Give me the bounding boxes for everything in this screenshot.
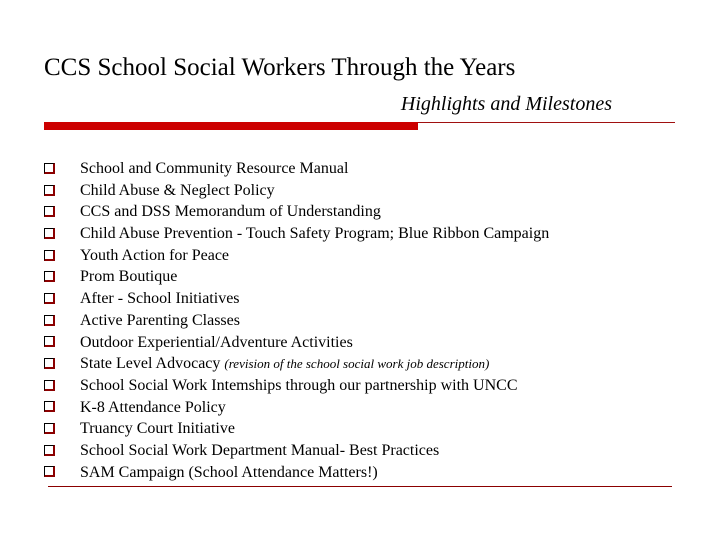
- checkbox-bullet-icon: [44, 163, 55, 174]
- checkbox-bullet-icon: [44, 336, 55, 347]
- list-item-text: SAM Campaign (School Attendance Matters!): [80, 463, 378, 481]
- bottom-divider: [48, 486, 672, 487]
- slide-subtitle: Highlights and Milestones: [400, 93, 612, 115]
- checkbox-bullet-icon: [44, 358, 55, 369]
- list-item-text: School Social Work Intemships through our partnership with UNCC: [80, 376, 518, 394]
- list-item-text: State Level Advocacy: [80, 355, 225, 373]
- checkbox-bullet-icon: [44, 206, 55, 217]
- title-underline-thin: [418, 122, 675, 123]
- list-item: [44, 288, 549, 310]
- list-item: [44, 158, 549, 180]
- list-item-text: K-8 Attendance Policy: [80, 398, 226, 416]
- list-item: [44, 223, 549, 245]
- title-underline-thick: [44, 122, 418, 130]
- checkbox-bullet-icon: [44, 315, 55, 326]
- list-item-note: (revision of the school social work job description): [224, 356, 490, 372]
- checkbox-bullet-icon: [44, 293, 55, 304]
- list-item-text: CCS and DSS Memorandum of Understanding: [80, 203, 381, 221]
- list-item: [44, 266, 549, 288]
- list-item-text: Truancy Court Initiative: [80, 420, 235, 438]
- list-item-text: Prom Boutique: [80, 268, 178, 286]
- list-item: [44, 397, 549, 419]
- checkbox-bullet-icon: [44, 271, 55, 282]
- checkbox-bullet-icon: [44, 250, 55, 261]
- list-item-text: Youth Action for Peace: [80, 246, 230, 264]
- list-item: [44, 462, 549, 484]
- list-item: [44, 440, 549, 462]
- checkbox-bullet-icon: [44, 401, 55, 412]
- checkbox-bullet-icon: [44, 423, 55, 434]
- list-item-text: After - School Initiatives: [80, 290, 240, 308]
- checkbox-bullet-icon: [44, 380, 55, 391]
- checkbox-bullet-icon: [44, 445, 55, 456]
- list-item: [44, 375, 549, 397]
- checkbox-bullet-icon: [44, 185, 55, 196]
- milestone-list: [44, 158, 549, 483]
- list-item: [44, 310, 549, 332]
- list-item-text: School Social Work Department Manual- Best Practices: [80, 441, 440, 459]
- slide-title: CCS School Social Workers Through the Years: [44, 54, 516, 81]
- list-item-text: Active Parenting Classes: [80, 311, 240, 329]
- list-item: [44, 245, 549, 267]
- list-item: [44, 180, 549, 202]
- list-item-text: School and Community Resource Manual: [80, 160, 349, 177]
- list-item: [44, 332, 549, 354]
- list-item-text: Outdoor Experiential/Adventure Activities: [80, 333, 353, 351]
- list-item: [44, 201, 549, 223]
- list-item-text: Child Abuse Prevention - Touch Safety Program; Blue Ribbon Campaign: [80, 225, 550, 243]
- list-item: [44, 418, 549, 440]
- checkbox-bullet-icon: [44, 466, 55, 477]
- list-item: [44, 353, 549, 375]
- checkbox-bullet-icon: [44, 228, 55, 239]
- list-item-text: Child Abuse & Neglect Policy: [80, 181, 275, 199]
